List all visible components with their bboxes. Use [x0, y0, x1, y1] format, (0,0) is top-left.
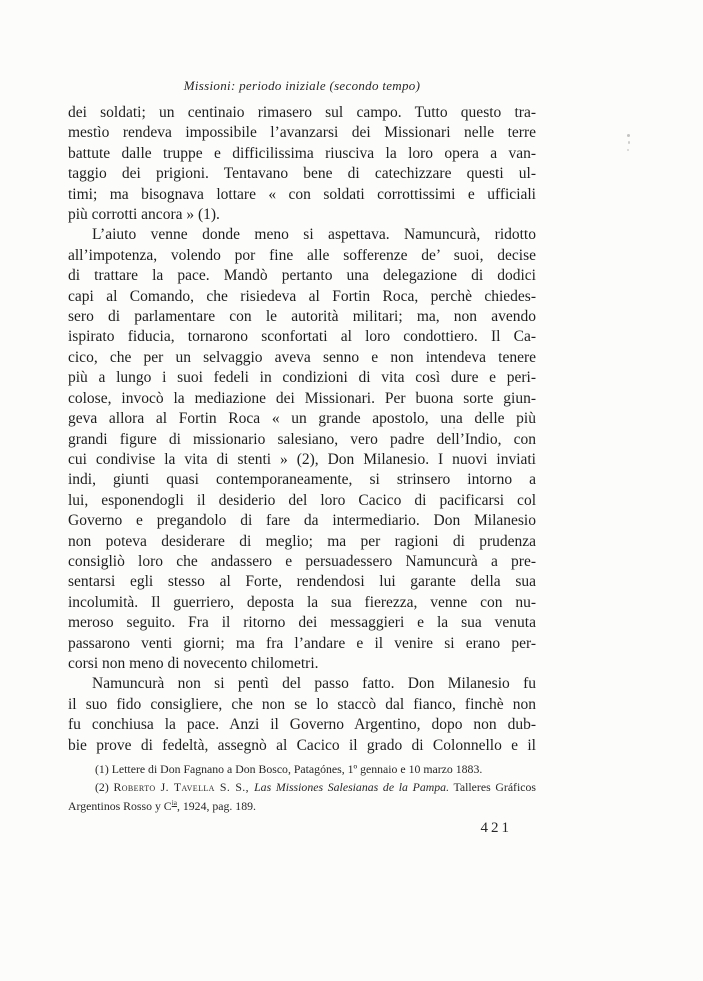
- footnote-2-publisher: Talleres Gráficos: [449, 780, 536, 795]
- text-line: dei soldati; un centinaio rimasero sul campo. Tutto questo tra-: [68, 104, 536, 121]
- text-line: battute dalle truppe e difficilissima riusciva la loro opera a van-: [68, 144, 536, 162]
- footnote-2-author: Roberto J. Tavella S. S.,: [113, 780, 255, 795]
- text-line: cui condivise la vita di stenti » (2), Don Milanesio. I nuovi inviati: [68, 450, 536, 468]
- text-line: fu conchiusa la pace. Anzi il Governo Argentino, dopo non dub-: [68, 716, 536, 734]
- text-line: il suo fido consigliere, che non se lo staccò dal fianco, finchè non: [68, 695, 536, 713]
- text-line: taggio dei prigioni. Tentavano bene di catechizzare questi ul-: [68, 165, 536, 183]
- text-line: ispirato fiducia, tornarono sconfortati al loro condottiero. Il Ca-: [68, 328, 536, 346]
- text-line: timi; ma bisognava lottare « con soldati corrottissimi e ufficiali: [68, 185, 536, 203]
- footnote-2-year-page: , 1924, pag. 189.: [176, 799, 256, 814]
- footnote-2-line-2: [68, 795, 536, 814]
- text-line: capi al Comando, che risiedeva al Fortin Roca, perchè chiedes-: [68, 287, 536, 305]
- text-line: sentarsi egli stesso al Forte, rendendosi lui garante della sua: [68, 573, 536, 591]
- text-line: mestìo rendeva impossibile l’avanzarsi dei Missionari nelle terre: [68, 124, 536, 142]
- footnote-2-marker: (2): [95, 780, 114, 795]
- text-line: passarono venti giorni; ma fra l’andare e il venire si erano per-: [68, 634, 536, 652]
- text-line: incolumità. Il guerriero, deposta la sua fierezza, venne con nu-: [68, 593, 536, 611]
- footnote-1: (1) Lettere di Don Fagnano a Don Bosco, Patagónes, 1º gennaio e 10 marzo 1883.: [95, 762, 483, 776]
- text-line: lui, esponendogli il desiderio del loro Cacico di pacificarsi col: [68, 491, 536, 509]
- scan-artifact: [628, 141, 630, 144]
- text-line: Namuncurà non si pentì del passo fatto. Don Milanesio fu: [92, 675, 536, 693]
- running-head: Missioni: periodo iniziale (secondo tempo): [183, 78, 421, 93]
- footnote-2-publisher-cont: Argentinos Rosso y C: [68, 799, 172, 814]
- scan-artifact: [627, 134, 630, 137]
- text-line: Governo e pregandolo di fare da intermediario. Don Milanesio: [68, 512, 536, 530]
- text-line: L’aiuto venne donde meno si aspettava. Namuncurà, ridotto: [92, 226, 536, 244]
- text-line: all’impotenza, volendo por fine alle sofferenze de’ suoi, decise: [68, 246, 536, 264]
- text-line: di trattare la pace. Mandò pertanto una delegazione di dodici: [68, 267, 536, 285]
- text-line: non poteva desiderare di meglio; ma per ragioni di prudenza: [68, 532, 536, 550]
- page-number: 421: [480, 820, 512, 836]
- text-line: colose, invocò la mediazione dei Missionari. Per buona sorte giun-: [68, 389, 536, 407]
- scan-artifact: [453, 427, 455, 429]
- text-line: cico, che per un selvaggio aveva senno e non intendeva tenere: [68, 348, 536, 366]
- text-line: corsi non meno di novecento chilometri.: [68, 654, 319, 672]
- text-line: consigliò loro che andassero e persuadessero Namuncurà a pre-: [68, 552, 536, 570]
- page-body: [68, 103, 536, 756]
- text-line: sero di parlamentare con le autorità militari; ma, non avendo: [68, 308, 536, 326]
- text-line: grandi figure di missionario salesiano, vero padre dell’Indio, con: [68, 430, 536, 448]
- scan-artifact: [627, 149, 629, 151]
- text-line: più corrotti ancora » (1).: [68, 206, 220, 224]
- text-line: bie prove di fedeltà, assegnò al Cacico il grado di Colonnello e il: [68, 736, 536, 754]
- footnote-2-abbreviation-superscript: ia: [171, 798, 177, 808]
- text-line: più a lungo i suoi fedeli in condizioni di vita così dure e peri-: [68, 369, 536, 387]
- text-line: geva allora al Fortin Roca « un grande apostolo, una delle più: [68, 410, 536, 428]
- text-line: indi, giunti quasi contemporaneamente, si strinsero intorno a: [68, 471, 536, 489]
- footnote-2-line-1: [68, 780, 536, 795]
- text-line: meroso seguito. Fra il ritorno dei messaggieri e la sua venuta: [68, 614, 536, 632]
- footnotes: [68, 762, 536, 815]
- footnote-2-title: Las Missiones Salesianas de la Pampa.: [254, 780, 450, 795]
